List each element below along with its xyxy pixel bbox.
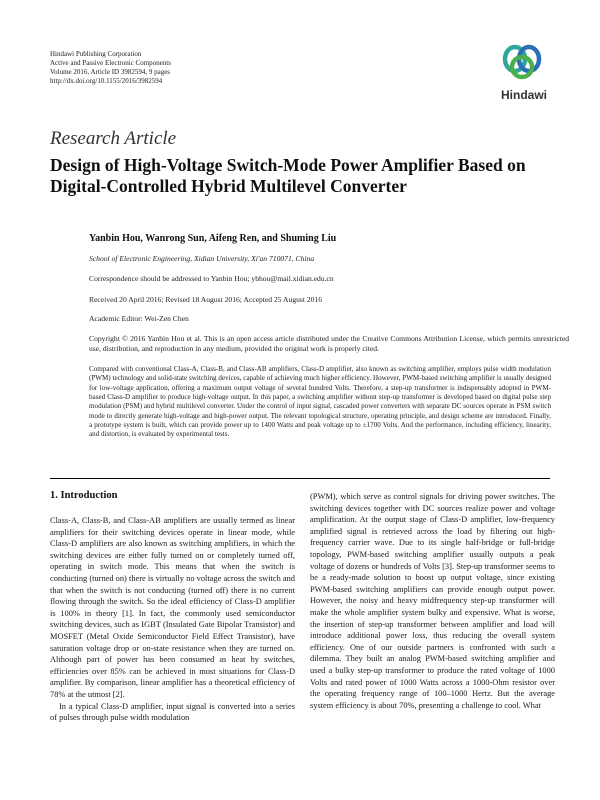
author-list: Yanbin Hou, Wanrong Sun, Aifeng Ren, and Shuming Liu — [89, 233, 337, 244]
article-type: Research Article — [50, 128, 177, 149]
volume-line: Volume 2016, Article ID 3982594, 9 pages — [50, 68, 171, 76]
body-paragraph: Class-A, Class-B, and Class-AB amplifiers are usually termed as linear amplifiers for their switching devices operate in linear mode, while Class-D amplifiers are also known as switching amplifiers, in which the switching devices are either fully turned on or completely turned off, operating in switch mode. This means that when the switch is conducting (turned on) there is virtually no voltage across the switch and that when the switch is not conducting (turned off) there is no current flowing through the switch. So the ideal efficiency of Class-D amplifier is 100% in theory [1]. In fact, the commonly used semiconductor switching devices, such as IGBT (Insulated Gate Bipolar Transistor) and MOSFET (Metal Oxide Semiconductor Field Effect Transistor), have saturation voltage drop or on-state resistance when they are turned on. Although part of power has been consumed as heat by switches, efficiencies over 85% can be achieved in most situations for Class-D amplifier. By comparison, linear amplifier has a theoretical efficiency of 78% at the utmost [2]. — [50, 516, 295, 699]
abstract: Compared with conventional Class-A, Class-B, and Class-AB amplifiers, Class-D amplifier, also known as switching amplifier, employs pulse width modulation (PWM) technology and solid-state switching devices, capable of achieving much higher efficiency. However, PWM-based switching amplifier is usually designed for low-voltage application, offering a maximum output voltage of several hundred Volts. Therefore, a step-up transformer is indispensably adopted in PWM-based Class-D amplifier to produce high-voltage output. In this paper, a switching amplifier without step-up transformer is developed based on digital pulse step modulation (PSM) and hybrid multilevel converter. Under the control of input signal, cascaded power converters with separate DC sources operate in PSM switch mode to directly generate high-voltage and high-power output. The relevant topological structure, operating principle, and design scheme are introduced. Finally, a prototype system is built, which can provide power up to 1400 Watts and peak voltage up to ±1700 Volts. And the performance, including efficiency, linearity, and distortion, is evaluated by experimental tests. — [89, 365, 551, 439]
right-column — [310, 491, 555, 789]
copyright-notice: Copyright © 2016 Yanbin Hou et al. This is an open access article distributed under the Creative Commons Attribution License, which permits unrestricted use, distribution, and reproduction in any medium, provided the original work is properly cited. — [89, 334, 569, 353]
section-heading: 1. Introduction — [50, 490, 118, 501]
academic-editor: Academic Editor: Wei-Zen Chen — [89, 314, 189, 323]
left-column — [50, 515, 295, 785]
hindawi-logo-text: Hindawi — [500, 88, 547, 102]
affiliation: School of Electronic Engineering, Xidian University, Xi'an 710071, China — [89, 254, 315, 263]
journal-name-line: Active and Passive Electronic Components — [50, 59, 171, 67]
doi-link[interactable]: http://dx.doi.org/10.1155/2016/3982594 — [50, 77, 163, 85]
correspondence: Correspondence should be addressed to Yanbin Hou; ybhou@mail.xidian.edu.cn — [89, 274, 334, 283]
article-title: Design of High-Voltage Switch-Mode Power Amplifier Based on Digital-Controlled Hybrid Multilevel Converter — [50, 155, 526, 196]
body-paragraph: (PWM), which serve as control signals for driving power switches. The switching devices together with DC sources realize power and voltage amplification. At the output stage of Class-D amplifier, low-frequency amplified signal is retrieved across the load by filtering out high-frequency carrier wave. Due to its single half-bridge or full-bridge topology, PWM-based switching amplifier usually outputs a peak voltage of dozens or hundreds of Volts [3]. Step-up transformer seems to be a ready-made solution to boost up output voltage, since existing PWM-based switching amplifiers can provide enough output power. However, the noisy and heavy midfrequency step-up transformer will make the whole amplifier system bulky and expensive. What is worse, the insertion of step-up transformer between amplifier and load will introduce additional power loss, thus reducing the overall system efficiency. One of our outside partners is confronted with such a dilemma. They built an analog PWM-based switching amplifier and used a bulky step-up transformer to produce the rated voltage of 1000 Volts and rated power of 1000 Watts across a 1000-Ohm resistor over the operating frequency range of 100–1000 Hertz. But the average system efficiency is about 70%, presenting a challenge to cool. What — [310, 492, 555, 710]
publisher-line: Hindawi Publishing Corporation — [50, 50, 142, 58]
section-divider — [50, 478, 550, 479]
body-paragraph: In a typical Class-D amplifier, input signal is converted into a series of pulses through pulse width modulation — [50, 701, 295, 723]
journal-header — [50, 50, 171, 86]
publication-dates: Received 20 April 2016; Revised 18 August 2016; Accepted 25 August 2016 — [89, 295, 323, 304]
